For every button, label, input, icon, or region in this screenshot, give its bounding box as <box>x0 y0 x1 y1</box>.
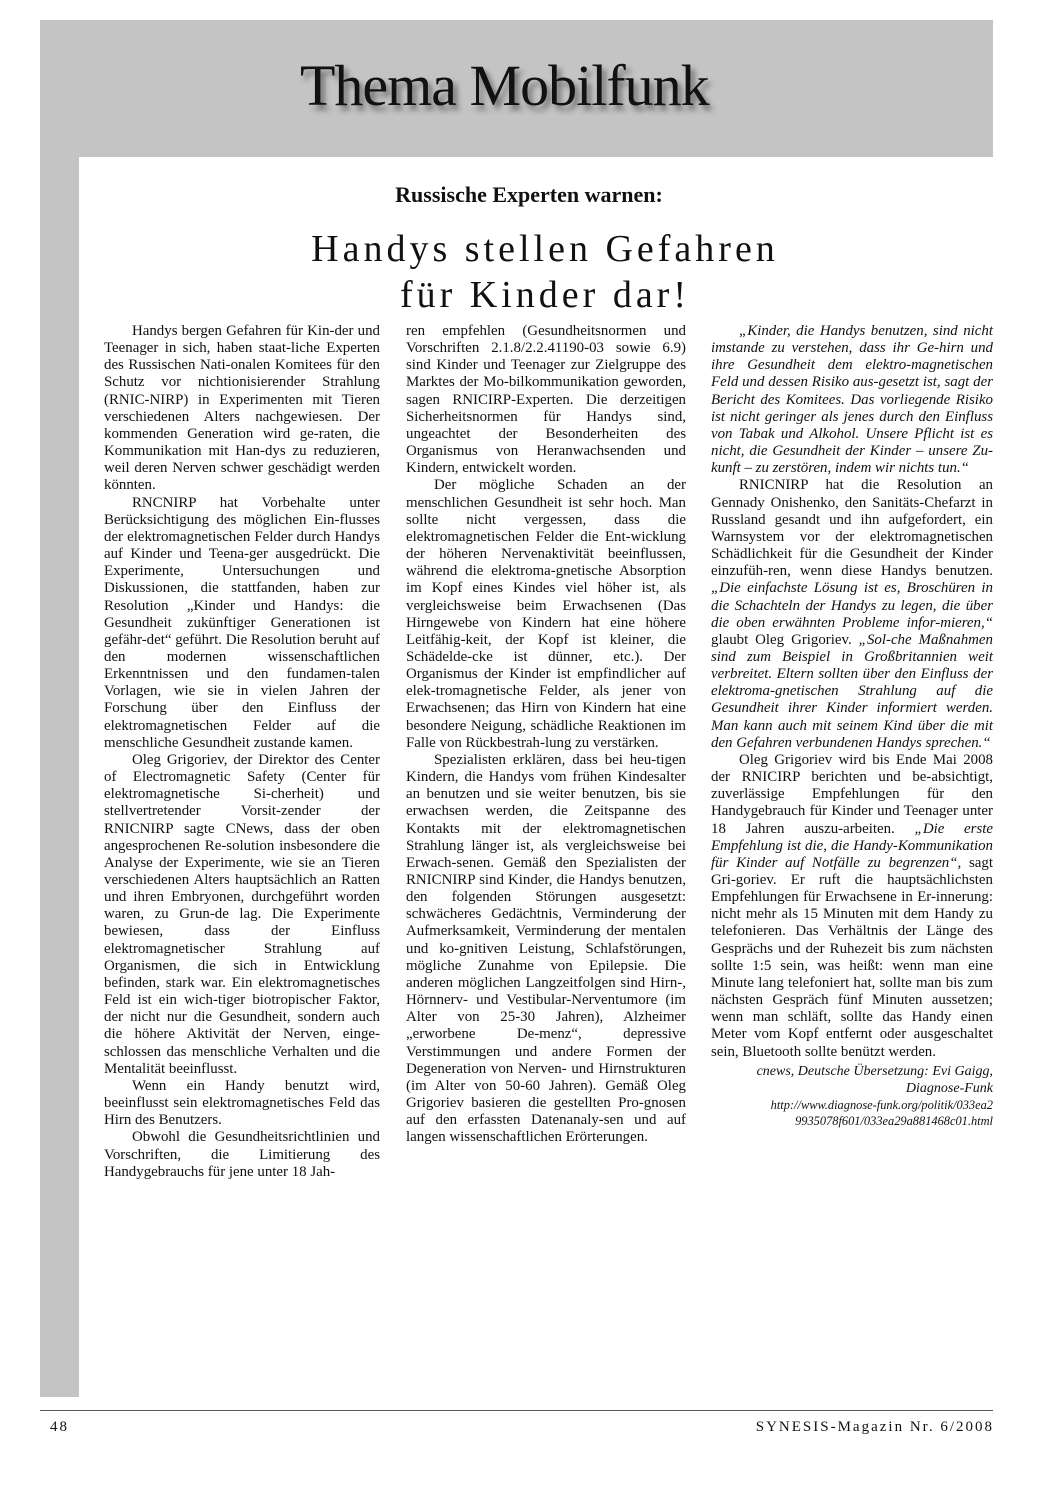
quote: „Die erste Empfehlung ist die, die Handy-Kommunikation für Kinder auf Notfälle zu begrenzen“, <box>711 820 993 871</box>
quote-paragraph <box>711 323 993 477</box>
paragraph: ren empfehlen (Gesundheitsnormen und Vorschriften 2.1.8/2.2.41190-03 sowie 6.9) sind Kinder und Teenager zur Zielgruppe des Marktes der Mo-bilkommunikation geworden, sagen RNICIRP-Experten. Die derzeitigen Sicherheitsnormen für Handys sind, ungeachtet der Besonderheiten des Organismus von Heranwachsenden und Kindern, entwickelt worden. <box>406 323 686 477</box>
source-label <box>711 1063 993 1097</box>
url-line: 9935078f601/033ea29a881468c01.html <box>795 1113 993 1128</box>
page-number: 48 <box>50 1419 69 1435</box>
paragraph: RNCNIRP hat Vorbehalte unter Berücksichtigung des möglichen Ein-flusses der elektromagnetischen Felder durch Handys auf Kinder und Teena-ger ausgedrückt. Die Experimente, Untersuchungen und Diskussionen, die stattfanden, haben zur Resolution „Kinder und Handys: die Gesundheit zukünftiger Generationen ist gefähr-det“ geführt. Die Resolution beruht auf den modernen wissenschaftlichen Erkenntnissen und den fundamen-talen Vorlagen, wie sie in vielen Jahren der Forschung über den Einfluss der elektromagnetischen Felder auf die menschliche Gesundheit zustande kamen. <box>104 494 380 751</box>
url-line: http://www.diagnose-funk.org/politik/033ea2 <box>770 1097 993 1112</box>
side-strip <box>40 157 79 1397</box>
paragraph <box>711 752 993 1061</box>
source-line: Diagnose-Funk <box>905 1080 993 1096</box>
article-kicker: Russische Experten warnen: <box>395 182 663 207</box>
article-column-2 <box>406 323 686 1147</box>
article-column-3 <box>711 323 993 1129</box>
article-column-1 <box>104 323 380 1181</box>
headline-line-1: Handys stellen Gefahren <box>311 228 779 270</box>
text: Oleg Grigoriev wird bis Ende Mai 2008 der RNICIRP berichten und be-absichtigt, zuverlässige Empfehlungen für den Handygebrauch für Kinder und Teenager unter 18 Jahren auszu-arbeiten. <box>711 751 993 837</box>
paragraph: Der mögliche Schaden an der menschlichen Gesundheit ist sehr hoch. Man sollte nicht vergessen, dass die elektromagnetischen Felder die Ent-wicklung der höheren Nervenaktivität beeinflussen, während die elektroma-gnetische Absorption im Kopf eines Kindes viel höher ist, als vergleichsweise beim Erwachsenen (Das Hirngewebe von Kindern hat eine höhere Leitfähig-keit, der Kopf ist kleiner, die Schädelde-cke ist dünner, etc.). Der Organismus der Kinder ist empfindlicher auf elek-tromagnetische Felder, als jener von Erwachsenen; das Hirn von Kindern hat eine besondere Neigung, schädliche Reaktionen im Falle von Rückbestrah-lung zu verstärken. <box>406 477 686 751</box>
quote: „Sol-che Maßnahmen sind zum Beispiel in Großbritannien weit verbreitet. Eltern sollten über den Einfluss der elektroma-gnetischen Strahlung auf die Gesundheit ihrer Kinder informiert werden. Man kann auch mit seinem Kind über die mit den Gefahren verbundenen Handys sprechen.“ <box>711 631 993 751</box>
paragraph: Handys bergen Gefahren für Kin-der und Teenager in sich, haben staat-liche Experten des Russischen Nati-onalen Komitees für den Schutz vor nichtionisierender Strahlung (RNIC-NIRP) in Experimenten mit Tieren verschiedenen Alters nachgewiesen. Der kommenden Generation wird ge-raten, die Kommunikation mit Han-dys zu reduzieren, weil deren Nerven schwer geschädigt werden könnten. <box>104 323 380 494</box>
text: glaubt Oleg Grigoriev. <box>711 631 852 648</box>
article-headline <box>0 226 1058 318</box>
paragraph: Oleg Grigoriev, der Direktor des Center of Electromagnetic Safety (Center für elektromagnetische Si-cherheit) und stellvertretender Vorsit-zender der RNICNIRP sagte CNews, dass der oben angesprochenen Re-solution insbesondere die Analyse der Experimente, wie sie an Tieren verschiedenen Alters hauptsächlich an Ratten und ihren Embryonen, durchgeführt worden waren, zu Grun-de lag. Die Experimente bewiesen, dass der Einfluss elektromagnetischer Strahlung auf Organismen, die sich in Entwicklung befinden, stark war. Ein elektromagnetisches Feld ist ein wich-tiger biotropischer Faktor, der nicht nur die Gesundheit, sondern auch die höhere Aktivität der Nerven, einge-schlossen das menschliche Verhalten und die Mentalität beeinflusst. <box>104 751 380 1077</box>
text: RNICNIRP hat die Resolution an Gennady Onishenko, den Sanitäts-Chefarzt in Russland gesandt und ihn aufgefordert, ein Warnsystem vor der elektromagnetischen Schädlichkeit für die Gesundheit der Kinder einzufüh-ren, wenn diese Handys benutzen. <box>711 477 993 580</box>
source-url <box>711 1097 993 1129</box>
footer-rule <box>40 1410 993 1411</box>
headline-line-2: für Kinder dar! <box>399 274 690 316</box>
source-credit <box>711 1063 993 1129</box>
paragraph: Wenn ein Handy benutzt wird, beeinflusst sein elektromagnetisches Feld das Hirn des Benutzers. <box>104 1077 380 1129</box>
magazine-info: SYNESIS-Magazin Nr. 6/2008 <box>755 1419 994 1435</box>
text: sagt Gri-goriev. Er ruft die hauptsächlichsten Empfehlungen für Erwachsene in Er-innerung: nicht mehr als 15 Minuten mit dem Handy zu telefonieren. Das Verhältnis der Länge des Gesprächs und der Ruhezeit bis zum nächsten sollte 1:5 sein, was heißt: wenn man eine Minute lang telefoniert hat, sollte man bis zum nächsten Gespräch fünf Minuten aussetzen; wenn man schläft, sollte das Handy einen Meter vom Kopf entfernt oder ausgeschaltet sein, Bluetooth sollte benützt werden. <box>711 854 993 1060</box>
paragraph: Obwohl die Gesundheitsrichtlinien und Vorschriften, die Limitierung des Handygebrauchs für jene unter 18 Jah- <box>104 1129 380 1180</box>
quote: „Die einfachste Lösung ist es, Broschüren in die Schachteln der Handys zu legen, die über die oben erwähnten Probleme infor-mieren,“ <box>711 580 993 631</box>
section-title: Thema Mobilfunk <box>300 53 709 118</box>
quote: „Kinder, die Handys benutzen, sind nicht imstande zu verstehen, dass ihr Ge-hirn und ihre Gesundheit dem elektro-magnetischen Feld und dessen Risiko aus-gesetzt ist, sagt der Bericht des Komitees. Das vorliegende Risiko ist nicht geringer als jenes durch den Einfluss von Tabak und Alkohol. Unsere Pflicht ist es nicht, die Gesundheit der Kinder – unsere Zu-kunft – zu zerstören, indem wir nichts tun.“ <box>711 323 993 477</box>
paragraph <box>711 477 993 752</box>
paragraph: Spezialisten erklären, dass bei heu-tigen Kindern, die Handys vom frühen Kindesalter an benutzen und sie weiter benutzen, bis sie erwachsen werden, die Zeitspanne des Kontakts mit der elektromagnetischen Strahlung länger ist, als vergleichsweise bei Erwach-senen. Gemäß den Spezialisten der RNICNIRP sind Kinder, die Handys benutzen, den folgenden Störungen ausgesetzt: schwächeres Gedächtnis, Verminderung der Aufmerksamkeit, Verminderung der mentalen und ko-gnitiven Leistung, Schlafstörungen, mögliche Zunahme von Epilepsie. Die anderen möglichen Langzeitfolgen sind Hirn-, Hörnnerv- und Vestibular-Nerventumore (im Alter von 25-30 Jahren), Alzheimer „erworbene De-menz“, depressive Verstimmungen und andere Formen der Degeneration von Nerven- und Hirnstrukturen (im Alter von 50-60 Jahren). Gemäß Oleg Grigoriev basieren die gestellten Pro-gnosen auf den erfassten Datenanaly-sen und auf langen wissenschaftlichen Erörterungen. <box>406 751 686 1146</box>
source-line: cnews, Deutsche Übersetzung: Evi Gaigg, <box>756 1063 993 1079</box>
